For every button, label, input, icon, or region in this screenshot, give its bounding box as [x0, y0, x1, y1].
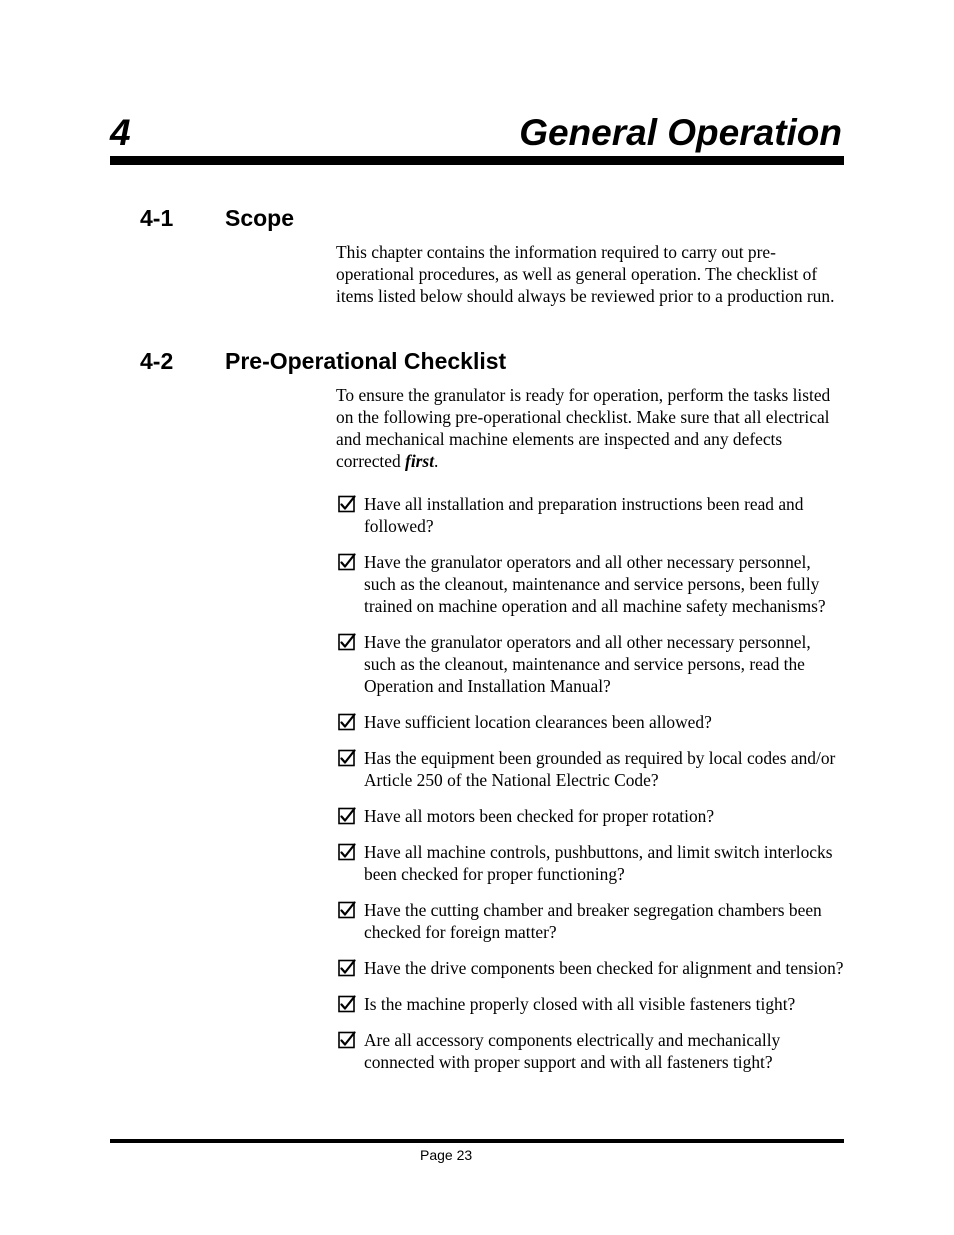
- checklist-item-text: Has the equipment been grounded as required by local codes and/or Article 250 of the National Electric Code?: [364, 748, 836, 790]
- section-title: Scope: [225, 205, 295, 231]
- checked-box-icon: [338, 901, 356, 919]
- section-title: Pre-Operational Checklist: [225, 348, 507, 374]
- footer-rule: [110, 1139, 844, 1143]
- section-heading-checklist: [140, 346, 506, 376]
- checklist-item-text: Have the drive components been checked for alignment and tension?: [364, 958, 844, 978]
- checklist-item: [338, 493, 844, 537]
- checked-box-icon: [338, 713, 356, 731]
- chapter-number: 4: [110, 112, 131, 153]
- checklist-item: [338, 551, 844, 617]
- intro-suffix: .: [434, 451, 439, 471]
- checked-box-icon: [338, 749, 356, 767]
- section-number: 4-2: [140, 348, 174, 374]
- checklist-item-text: Have the granulator operators and all other necessary personnel, such as the cleanout, maintenance and service persons, read the Operation and Installation Manual?: [364, 632, 811, 696]
- checklist-item-text: Have the cutting chamber and breaker segregation chambers been checked for foreign matter?: [364, 900, 822, 942]
- chapter-header: [110, 108, 844, 158]
- emphasis-first: first: [405, 451, 435, 471]
- scope-paragraph: This chapter contains the information required to carry out pre-operational procedures, as well as general operation. The checklist of items listed below should always be reviewed prior to a production run.: [336, 242, 835, 306]
- checklist-item-text: Have all motors been checked for proper rotation?: [364, 806, 715, 826]
- checklist-item: [338, 631, 844, 697]
- checked-box-icon: [338, 633, 356, 651]
- checklist-item-text: Are all accessory components electrically and mechanically connected with proper support and with all fasteners tight?: [364, 1030, 781, 1072]
- checklist-item-text: Have all machine controls, pushbuttons, and limit switch interlocks been checked for proper functioning?: [364, 842, 833, 884]
- checked-box-icon: [338, 553, 356, 571]
- checked-box-icon: [338, 995, 356, 1013]
- checklist-item: [338, 1029, 844, 1073]
- chapter-title: General Operation: [519, 112, 842, 153]
- checklist-item-text: Is the machine properly closed with all visible fasteners tight?: [364, 994, 796, 1014]
- page-number: Page 23: [420, 1147, 473, 1163]
- checked-box-icon: [338, 495, 356, 513]
- checklist-item-text: Have all installation and preparation instructions been read and followed?: [364, 494, 804, 536]
- checklist-intro-paragraph: [336, 384, 840, 472]
- checklist-item-text: Have the granulator operators and all other necessary personnel, such as the cleanout, maintenance and service persons, been fully trained on machine operation and all machine safety mechanisms?: [364, 552, 826, 616]
- checked-box-icon: [338, 807, 356, 825]
- checklist-item: [338, 993, 844, 1015]
- checklist-item: [338, 805, 844, 827]
- section-heading-scope: [140, 203, 294, 233]
- checked-box-icon: [338, 843, 356, 861]
- pre-operational-checklist: [338, 493, 844, 1087]
- checklist-item: [338, 899, 844, 943]
- checked-box-icon: [338, 1031, 356, 1049]
- header-rule: [110, 156, 844, 165]
- section-number: 4-1: [140, 205, 174, 231]
- checklist-item: [338, 841, 844, 885]
- checklist-item: [338, 747, 844, 791]
- checklist-item-text: Have sufficient location clearances been allowed?: [364, 712, 712, 732]
- intro-text: To ensure the granulator is ready for operation, perform the tasks listed on the following pre-operational checklist. Make sure that all electrical and mechanical machine elements are inspected and any defects corrected: [336, 385, 831, 471]
- checked-box-icon: [338, 959, 356, 977]
- checklist-item: [338, 957, 844, 979]
- checklist-item: [338, 711, 844, 733]
